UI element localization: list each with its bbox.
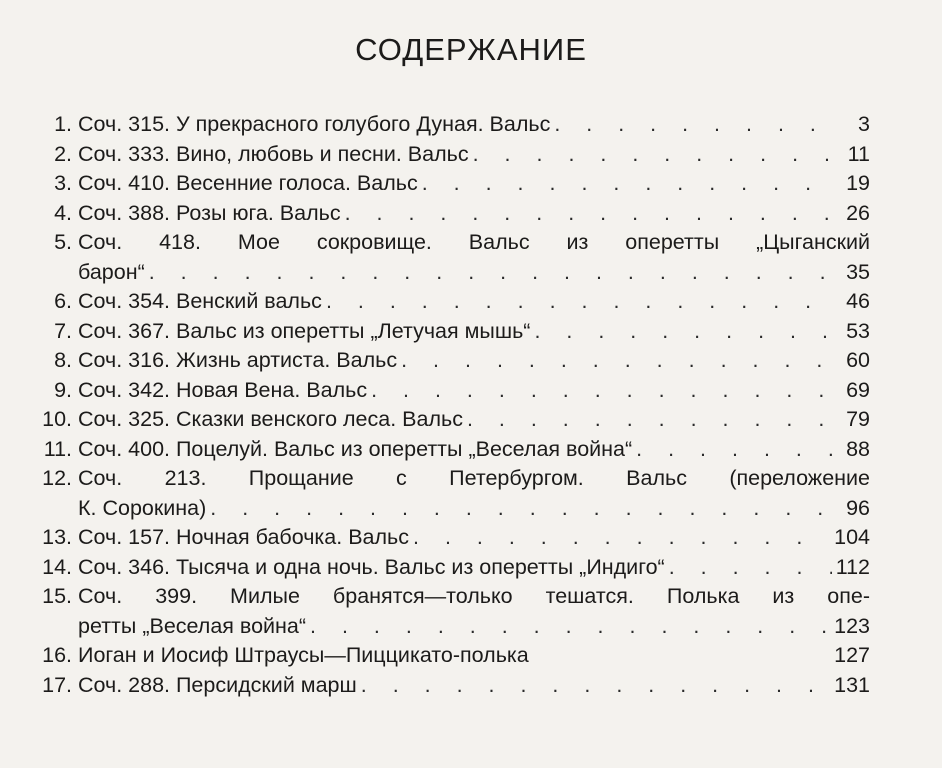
entry-number: 16. xyxy=(42,643,72,667)
entry-title: Иоган и Иосиф Штраусы—Пиццикато-полька xyxy=(78,643,529,667)
entry-title: Соч. 354. Венский вальс xyxy=(78,289,322,313)
dot-leader xyxy=(371,376,838,406)
toc-entry-9 xyxy=(40,376,870,406)
entry-title: Соч. 342. Новая Вена. Вальс xyxy=(78,377,368,402)
entry-page: 127 xyxy=(834,643,870,667)
dot-leader xyxy=(422,169,838,199)
entry-page: 131 xyxy=(834,672,870,697)
toc-entry-16 xyxy=(40,641,870,671)
toc-entry-5 xyxy=(40,228,870,287)
entry-title-continuation: ретты „Веселая война“ xyxy=(78,613,307,638)
toc-entry-10 xyxy=(40,405,870,435)
dot-leader xyxy=(636,435,838,465)
entry-page: 46 xyxy=(846,289,870,313)
toc-entry-1 xyxy=(40,110,870,140)
entry-number: 17. xyxy=(42,672,72,697)
dot-leader xyxy=(669,553,832,583)
entry-number: 4. xyxy=(54,200,72,225)
entry-number: 5. xyxy=(54,230,72,254)
entry-title: Соч. 333. Вино, любовь и песни. Вальс xyxy=(78,141,469,166)
entry-page: 26 xyxy=(846,200,870,225)
entry-title-continuation: барон“ xyxy=(78,259,145,284)
dot-leader xyxy=(210,494,838,524)
entry-page: 96 xyxy=(846,495,870,520)
dot-leader xyxy=(361,671,830,701)
entry-page: 123 xyxy=(834,613,870,638)
toc-entry-8 xyxy=(40,346,870,376)
table-of-contents xyxy=(40,110,870,700)
entry-number: 13. xyxy=(42,525,72,549)
entry-number: 6. xyxy=(54,289,72,313)
entry-number: 10. xyxy=(42,407,72,431)
entry-number: 14. xyxy=(42,554,72,579)
entry-number: 15. xyxy=(42,584,72,608)
entry-title: Соч. 418. Мое сокровище. Вальс из оперетты „Цыганский xyxy=(78,230,870,254)
entry-number: 8. xyxy=(54,348,72,372)
entry-number: 12. xyxy=(42,466,72,490)
entry-title: Соч. 388. Розы юга. Вальс xyxy=(78,200,341,225)
dot-leader xyxy=(473,140,838,170)
entry-number: 1. xyxy=(54,112,72,136)
toc-entry-14 xyxy=(40,553,870,583)
entry-page: 11 xyxy=(847,141,870,166)
entry-title: Соч. 367. Вальс из оперетты „Летучая мышь“ xyxy=(78,318,531,343)
entry-page: 69 xyxy=(846,377,870,402)
dot-leader xyxy=(554,110,838,140)
entry-page: 112 xyxy=(835,554,870,579)
toc-entry-7 xyxy=(40,317,870,347)
page-title: СОДЕРЖАНИЕ xyxy=(355,32,587,67)
toc-entry-12 xyxy=(40,464,870,523)
entry-page: 104 xyxy=(834,525,870,549)
entry-number: 9. xyxy=(54,377,72,402)
entry-page: 53 xyxy=(846,318,870,343)
entry-page: 60 xyxy=(846,348,870,372)
toc-entry-13 xyxy=(40,523,870,553)
entry-page: 19 xyxy=(846,171,870,195)
entry-page: 3 xyxy=(858,112,870,136)
dot-leader xyxy=(467,405,838,435)
dot-leader xyxy=(401,346,838,376)
dot-leader xyxy=(345,199,838,229)
dot-leader xyxy=(149,258,838,288)
entry-page: 79 xyxy=(846,407,870,431)
entry-title: Соч. 315. У прекрасного голубого Дуная. Вальс xyxy=(78,112,551,136)
entry-number: 3. xyxy=(54,171,72,195)
entry-number: 11. xyxy=(43,436,72,461)
entry-title: Соч. 399. Милые бранятся—только тешатся. Полька из опе- xyxy=(78,584,870,608)
dot-leader xyxy=(534,317,838,347)
entry-title: Соч. 410. Весенние голоса. Вальс xyxy=(78,171,418,195)
entry-title-continuation: К. Сорокина) xyxy=(78,495,207,520)
entry-page: 35 xyxy=(846,259,870,284)
toc-entry-15 xyxy=(40,582,870,641)
entry-page: 88 xyxy=(846,436,870,461)
toc-entry-2 xyxy=(40,140,870,170)
toc-entry-3 xyxy=(40,169,870,199)
toc-entry-4 xyxy=(40,199,870,229)
entry-title: Соч. 400. Поцелуй. Вальс из оперетты „Веселая война“ xyxy=(78,436,633,461)
entry-number: 7. xyxy=(54,318,72,343)
dot-leader xyxy=(310,612,830,642)
entry-title: Соч. 346. Тысяча и одна ночь. Вальс из оперетты „Индиго“ xyxy=(78,554,665,579)
dot-leader xyxy=(413,523,830,553)
dot-leader xyxy=(326,287,838,317)
toc-entry-6 xyxy=(40,287,870,317)
entry-title: Соч. 316. Жизнь артиста. Вальс xyxy=(78,348,398,372)
entry-title: Соч. 213. Прощание с Петербургом. Вальс (переложение xyxy=(78,466,870,490)
toc-entry-17 xyxy=(40,671,870,701)
entry-number: 2. xyxy=(54,141,72,166)
entry-title: Соч. 325. Сказки венского леса. Вальс xyxy=(78,407,463,431)
entry-title: Соч. 288. Персидский марш xyxy=(78,672,357,697)
toc-entry-11 xyxy=(40,435,870,465)
entry-title: Соч. 157. Ночная бабочка. Вальс xyxy=(78,525,409,549)
